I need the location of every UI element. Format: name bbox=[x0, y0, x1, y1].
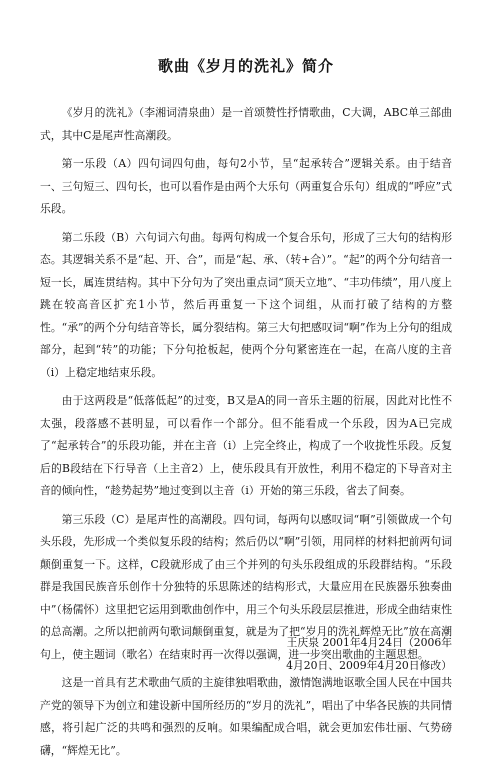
paragraph-conclusion: 这是一首具有艺术歌曲气质的主旋律独唱歌曲，激情饱满地讴歌全国人民在中国共产党的领导下为创立和建设新中国所经历的“岁月的洗礼”，唱出了中华各民族的共同情感，将引起广泛的共鸣和强烈的反响。如果编配成合唱，就会更加宏伟壮丽、气势磅礴，“辉煌无比”。 bbox=[40, 676, 452, 757]
paragraph-section-a: 第一乐段（A）四句词四句曲，每句2小节，呈“起承转合”逻辑关系。由于结音一、三句短三、四句长，也可以看作是由两个大乐句（两重复合乐句）组成的“呼应”式乐段。 bbox=[40, 157, 452, 215]
signature-line-1: 王庆泉 2001年4月24日（2006年 bbox=[286, 636, 452, 649]
paragraph-section-b: 第二乐段（B）六句词六句曲。每两句构成一个复合乐句，形成了三大句的结构形态。其逻辑关系不是“起、开、合”，而是“起、承、（转+合）”。“起”的两个分句结音一短一长，属连贯结构。其中下分句为了突出重点词“顶天立地”、“丰功伟绩”，用八度上跳在较高音区扩充1小节，然后再重复一下这个词组，从而打破了结构的方整性。“承”的两个分句结音等长，属分裂结构。第三大句把感叹词“啊”作为上分句的组成部分，起到“转”的功能；下分句抢板起，使两个分句紧密连在一起，在高八度的主音（i）上稳定地结束乐段。 bbox=[40, 230, 452, 379]
signature-block bbox=[40, 632, 452, 677]
paragraph-intro: 《岁月的洗礼》（李湘词清泉曲）是一首颂赞性抒情歌曲，C大调，ABC单三部曲式，其中C是尾声性高潮段。 bbox=[40, 106, 452, 142]
paragraph-transition: 由于这两段是“低落低起”的过变，B又是A的同一音乐主题的衍展，因此对比性不太强，段落感不甚明显，可以看作一个部分。但不能看成一个乐段，因为A已完成了“起承转合”的乐段功能，并在主音（i）上完全终止，构成了一个收拢性乐段。反复后的B段结在下行导音（上主音2）上，使乐段具有开放性，利用不稳定的下导音对主音的倾向性，“趁势起势”地过变到以主音（i）开始的第三乐段，省去了间奏。 bbox=[40, 394, 452, 497]
paragraph-section-c: 第三乐段（C）是尾声性的高潮段。四句词，每两句以感叹词“啊”引领做成一个句头乐段，先形成一个类似复乐段的结构；然后仍以“啊”引领，用同样的材料把前两句词颠倒重复一下。这样，C段就形成了由三个并列的句头乐段组成的乐段群结构。“乐段群是我国民族音乐创作十分独特的乐思陈述的结构形式，大量应用在民族器乐独奏曲中”（杨儒怀）这里把它运用到歌曲创作中，用三个句头乐段层层推进，形成全曲结束性的总高潮。之所以把前两句歌词颠倒重复，就是为了把“岁月的洗礼辉煌无比”放在高潮句上，使主题词（歌名）在结束时再一次得以强调，进一步突出歌曲的主题思想。 bbox=[40, 512, 452, 661]
document-title: 歌曲《岁月的洗礼》简介 bbox=[157, 57, 334, 75]
signature-line-2: 4月20日、2009年4月20日修改） bbox=[286, 658, 452, 672]
